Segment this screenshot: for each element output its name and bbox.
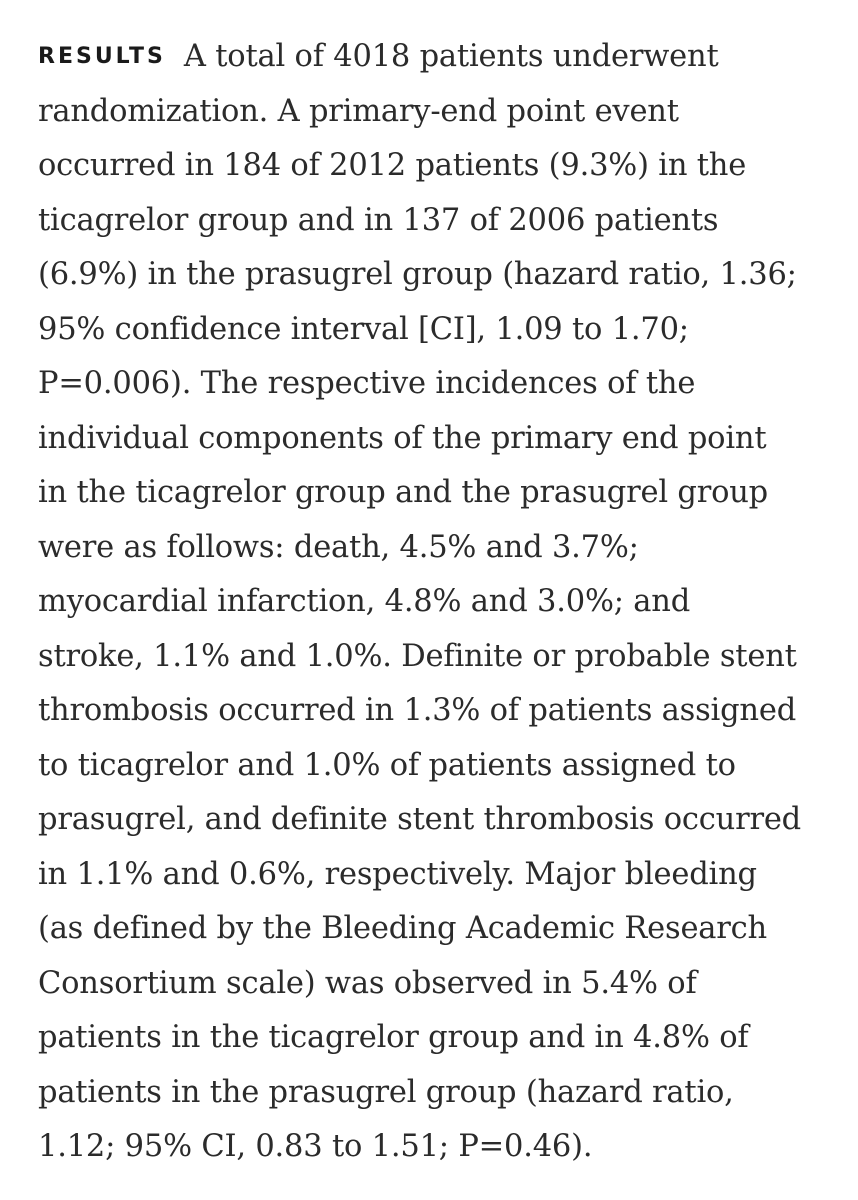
- results-text-line-12: stroke, 1.1% and 1.0%. Definite or probable stent: [38, 638, 797, 674]
- results-text-line-8: individual components of the primary end point: [38, 420, 767, 456]
- results-text-line-16: in 1.1% and 0.6%, respectively. Major bleeding: [38, 856, 757, 892]
- results-text-line-21: 1.12; 95% CI, 0.83 to 1.51; P=0.46).: [38, 1129, 593, 1164]
- section-heading: RESULTS: [38, 44, 166, 69]
- results-section: [38, 30, 838, 1175]
- results-text-line-18: Consortium scale) was observed in 5.4% of: [38, 965, 697, 1001]
- results-text-line-19: patients in the ticagrelor group and in 4.8% of: [38, 1020, 749, 1055]
- text-line: [38, 30, 838, 85]
- results-text-line-2: randomization. A primary-end point event: [38, 93, 679, 129]
- results-text-line-14: to ticagrelor and 1.0% of patients assigned to: [38, 747, 736, 783]
- results-text-line-20: patients in the prasugrel group (hazard ratio,: [38, 1074, 734, 1110]
- results-text-line-3: occurred in 184 of 2012 patients (9.3%) in the: [38, 148, 747, 183]
- results-text-line-1: A total of 4018 patients underwent: [183, 39, 719, 74]
- results-text-line-6: 95% confidence interval [CI], 1.09 to 1.70;: [38, 311, 689, 347]
- results-text-line-17: (as defined by the Bleeding Academic Research: [38, 911, 767, 946]
- results-text-line-5: (6.9%) in the prasugrel group (hazard ratio, 1.36;: [38, 257, 797, 292]
- results-text-line-13: thrombosis occurred in 1.3% of patients assigned: [38, 693, 797, 728]
- results-text-line-9: in the ticagrelor group and the prasugrel group: [38, 475, 769, 510]
- results-text-line-11: myocardial infarction, 4.8% and 3.0%; and: [38, 584, 691, 619]
- results-text-line-10: were as follows: death, 4.5% and 3.7%;: [38, 529, 639, 565]
- results-text-line-15: prasugrel, and definite stent thrombosis occurred: [38, 802, 802, 837]
- results-text-line-7: P=0.006). The respective incidences of the: [38, 366, 696, 401]
- results-text-line-4: ticagrelor group and in 137 of 2006 patients: [38, 202, 719, 238]
